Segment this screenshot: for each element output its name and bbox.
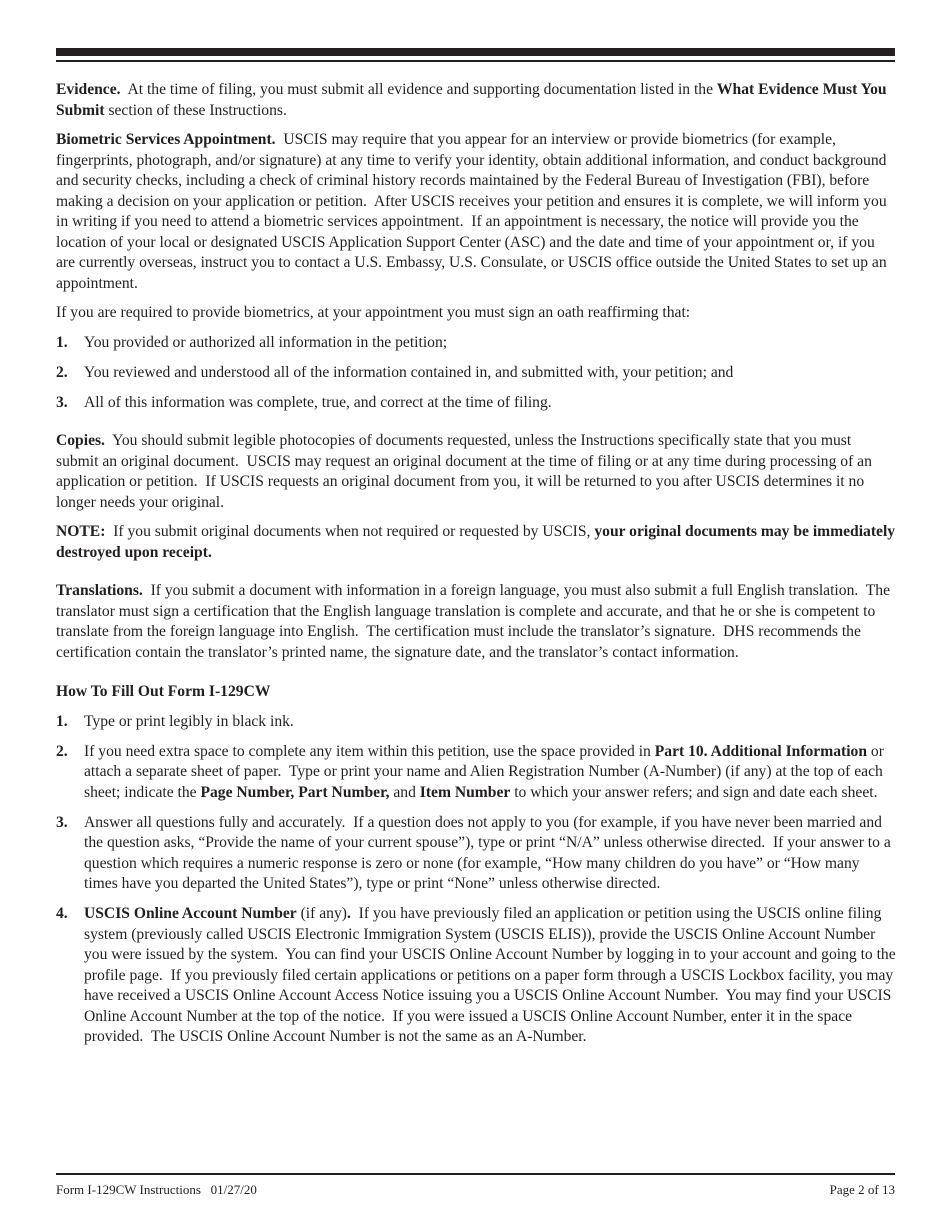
biometric-text: USCIS may require that you appear for an interview or provide biometrics (for example, fingerprints, photograph, and/or signature) at any time to verify your identity, obtain additional information, and conduct background and security checks, including a check of criminal history records maintained by the Federal Bureau of Investigation (FBI), before making a decision on your application or petition. After USCIS receives your petition and ensures it is complete, we will inform you in writing if you need to attend a biometric services appointment. If an appointment is necessary, the notice will provide you the location of your local or designated USCIS Application Support Center (ASC) and the date and time of your appointment or, if you are currently overseas, instruct you to contact a U.S. Embassy, U.S. Consulate, or USCIS office outside the United States to set up an appointment. [56, 131, 891, 292]
copies-label: Copies. [56, 432, 105, 449]
item4-bold-1: USCIS Online Account Number [84, 905, 297, 922]
footer-form-id: Form I-129CW Instructions 01/27/20 [56, 1182, 257, 1197]
list-item [56, 393, 896, 414]
instructions-body [56, 80, 900, 1057]
evidence-text: At the time of filing, you must submit all evidence and supporting documentation listed in the [120, 81, 717, 98]
item2-bold-3: Item Number [419, 783, 511, 801]
list-text: Type or print legibly in black ink. [84, 712, 294, 730]
list-item [56, 363, 896, 384]
translations-text: If you submit a document with information in a foreign language, you must also submit a full English translation. The translator must sign a certification that the English language translation is complete and accurate, and that he or she is competent to translate from the foreign language into English. The certification must include the translator’s signature. DHS recommends the certification contain the translator’s printed name, the signature date, and the translator’s contact information. [56, 582, 894, 661]
list-number: 3. [56, 393, 68, 411]
item4-text-1: (if any) [296, 905, 347, 922]
howto-list [56, 712, 900, 1048]
note-text: If you submit original documents when not required or requested by USCIS, [105, 523, 595, 540]
list-item [56, 742, 896, 804]
list-item [56, 712, 896, 733]
evidence-text-end: section of these Instructions. [104, 101, 287, 119]
item4-bold-2: . [346, 905, 351, 922]
oath-list [56, 333, 896, 414]
howto-heading: How To Fill Out Form I-129CW [56, 683, 271, 700]
list-text [84, 742, 896, 804]
list-number: 2. [56, 742, 68, 760]
list-number: 2. [56, 363, 68, 381]
header-rule-thin [56, 60, 895, 62]
list-item [56, 904, 900, 1048]
item2-bold-1: Part 10. Additional Information [654, 742, 868, 760]
list-number: 1. [56, 333, 68, 351]
copies-paragraph [56, 431, 896, 513]
translations-paragraph [56, 581, 896, 663]
translations-label: Translations. [56, 582, 143, 599]
evidence-paragraph [56, 80, 896, 121]
list-text: You provided or authorized all information in the petition; [84, 333, 448, 351]
header-rule-thick [56, 48, 895, 56]
item2-bold-2: Page Number, Part Number, [200, 783, 390, 801]
oath-intro: If you are required to provide biometrics, at your appointment you must sign an oath reaffirming that: [56, 304, 691, 321]
list-number: 3. [56, 813, 68, 831]
list-item [56, 813, 896, 895]
note-label: NOTE: [56, 523, 106, 540]
item4-text-2: If you have previously filed an application or petition using the USCIS online filing system (previously called USCIS Electronic Immigration System (USCIS ELIS)), provide the USCIS Online Account Number you were issued by the system. You can find your USCIS Online Account Number by logging in to your account and going to the profile page. If you previously filed certain applications or petitions on a paper form through a USCIS Lockbox facility, you may have received a USCIS Online Account Access Notice issuing you a USCIS Online Account Number. You may find your USCIS Online Account Number at the top of the notice. If you were issued a USCIS Online Account Number, enter it in the space provided. The USCIS Online Account Number is not the same as an A-Number. [84, 905, 900, 1045]
note-paragraph [56, 522, 896, 563]
evidence-label: Evidence. [56, 81, 121, 98]
note-bold: your original documents may be immediately destroyed upon receipt. [56, 523, 896, 561]
list-number: 1. [56, 712, 68, 730]
list-item [56, 333, 896, 354]
list-text: Answer all questions fully and accurately. If a question does not apply to you (for example, if you have never been married and the question asks, “Provide the name of your current spouse”), type or print “N/A” unless otherwise directed. If your answer to a question which requires a numeric response is zero or none (for example, “How many children do you have” or “How many times have you departed the United States”), type or print “None” unless otherwise directed. [84, 813, 895, 892]
item2-text-1: If you need extra space to complete any item within this petition, use the space provided in [84, 742, 655, 760]
copies-text: You should submit legible photocopies of documents requested, unless the Instructions specifically state that you must submit an original document. USCIS may request an original document at the time of filing or at any time during processing of an application or petition. If USCIS requests an original document from you, it will be returned to you after USCIS determines it no longer needs your original. [56, 432, 876, 511]
item2-text-3: and [389, 783, 420, 801]
list-text [84, 904, 900, 1048]
list-text: You reviewed and understood all of the information contained in, and submitted with, your petition; and [84, 363, 734, 381]
footer-page-number: Page 2 of 13 [829, 1182, 895, 1197]
item2-text-4: to which your answer refers; and sign and date each sheet. [510, 783, 878, 801]
item2-text-2: or attach a separate sheet of paper. Type or print your name and Alien Registration Number (A-Number) (if any) at the top of each sheet; indicate the [84, 742, 888, 801]
footer-rule [56, 1173, 895, 1175]
list-text: All of this information was complete, true, and correct at the time of filing. [84, 393, 552, 411]
biometric-paragraph [56, 130, 896, 294]
evidence-bold: What Evidence Must You Submit [56, 81, 887, 119]
list-number: 4. [56, 905, 68, 922]
biometric-label: Biometric Services Appointment. [56, 131, 276, 148]
